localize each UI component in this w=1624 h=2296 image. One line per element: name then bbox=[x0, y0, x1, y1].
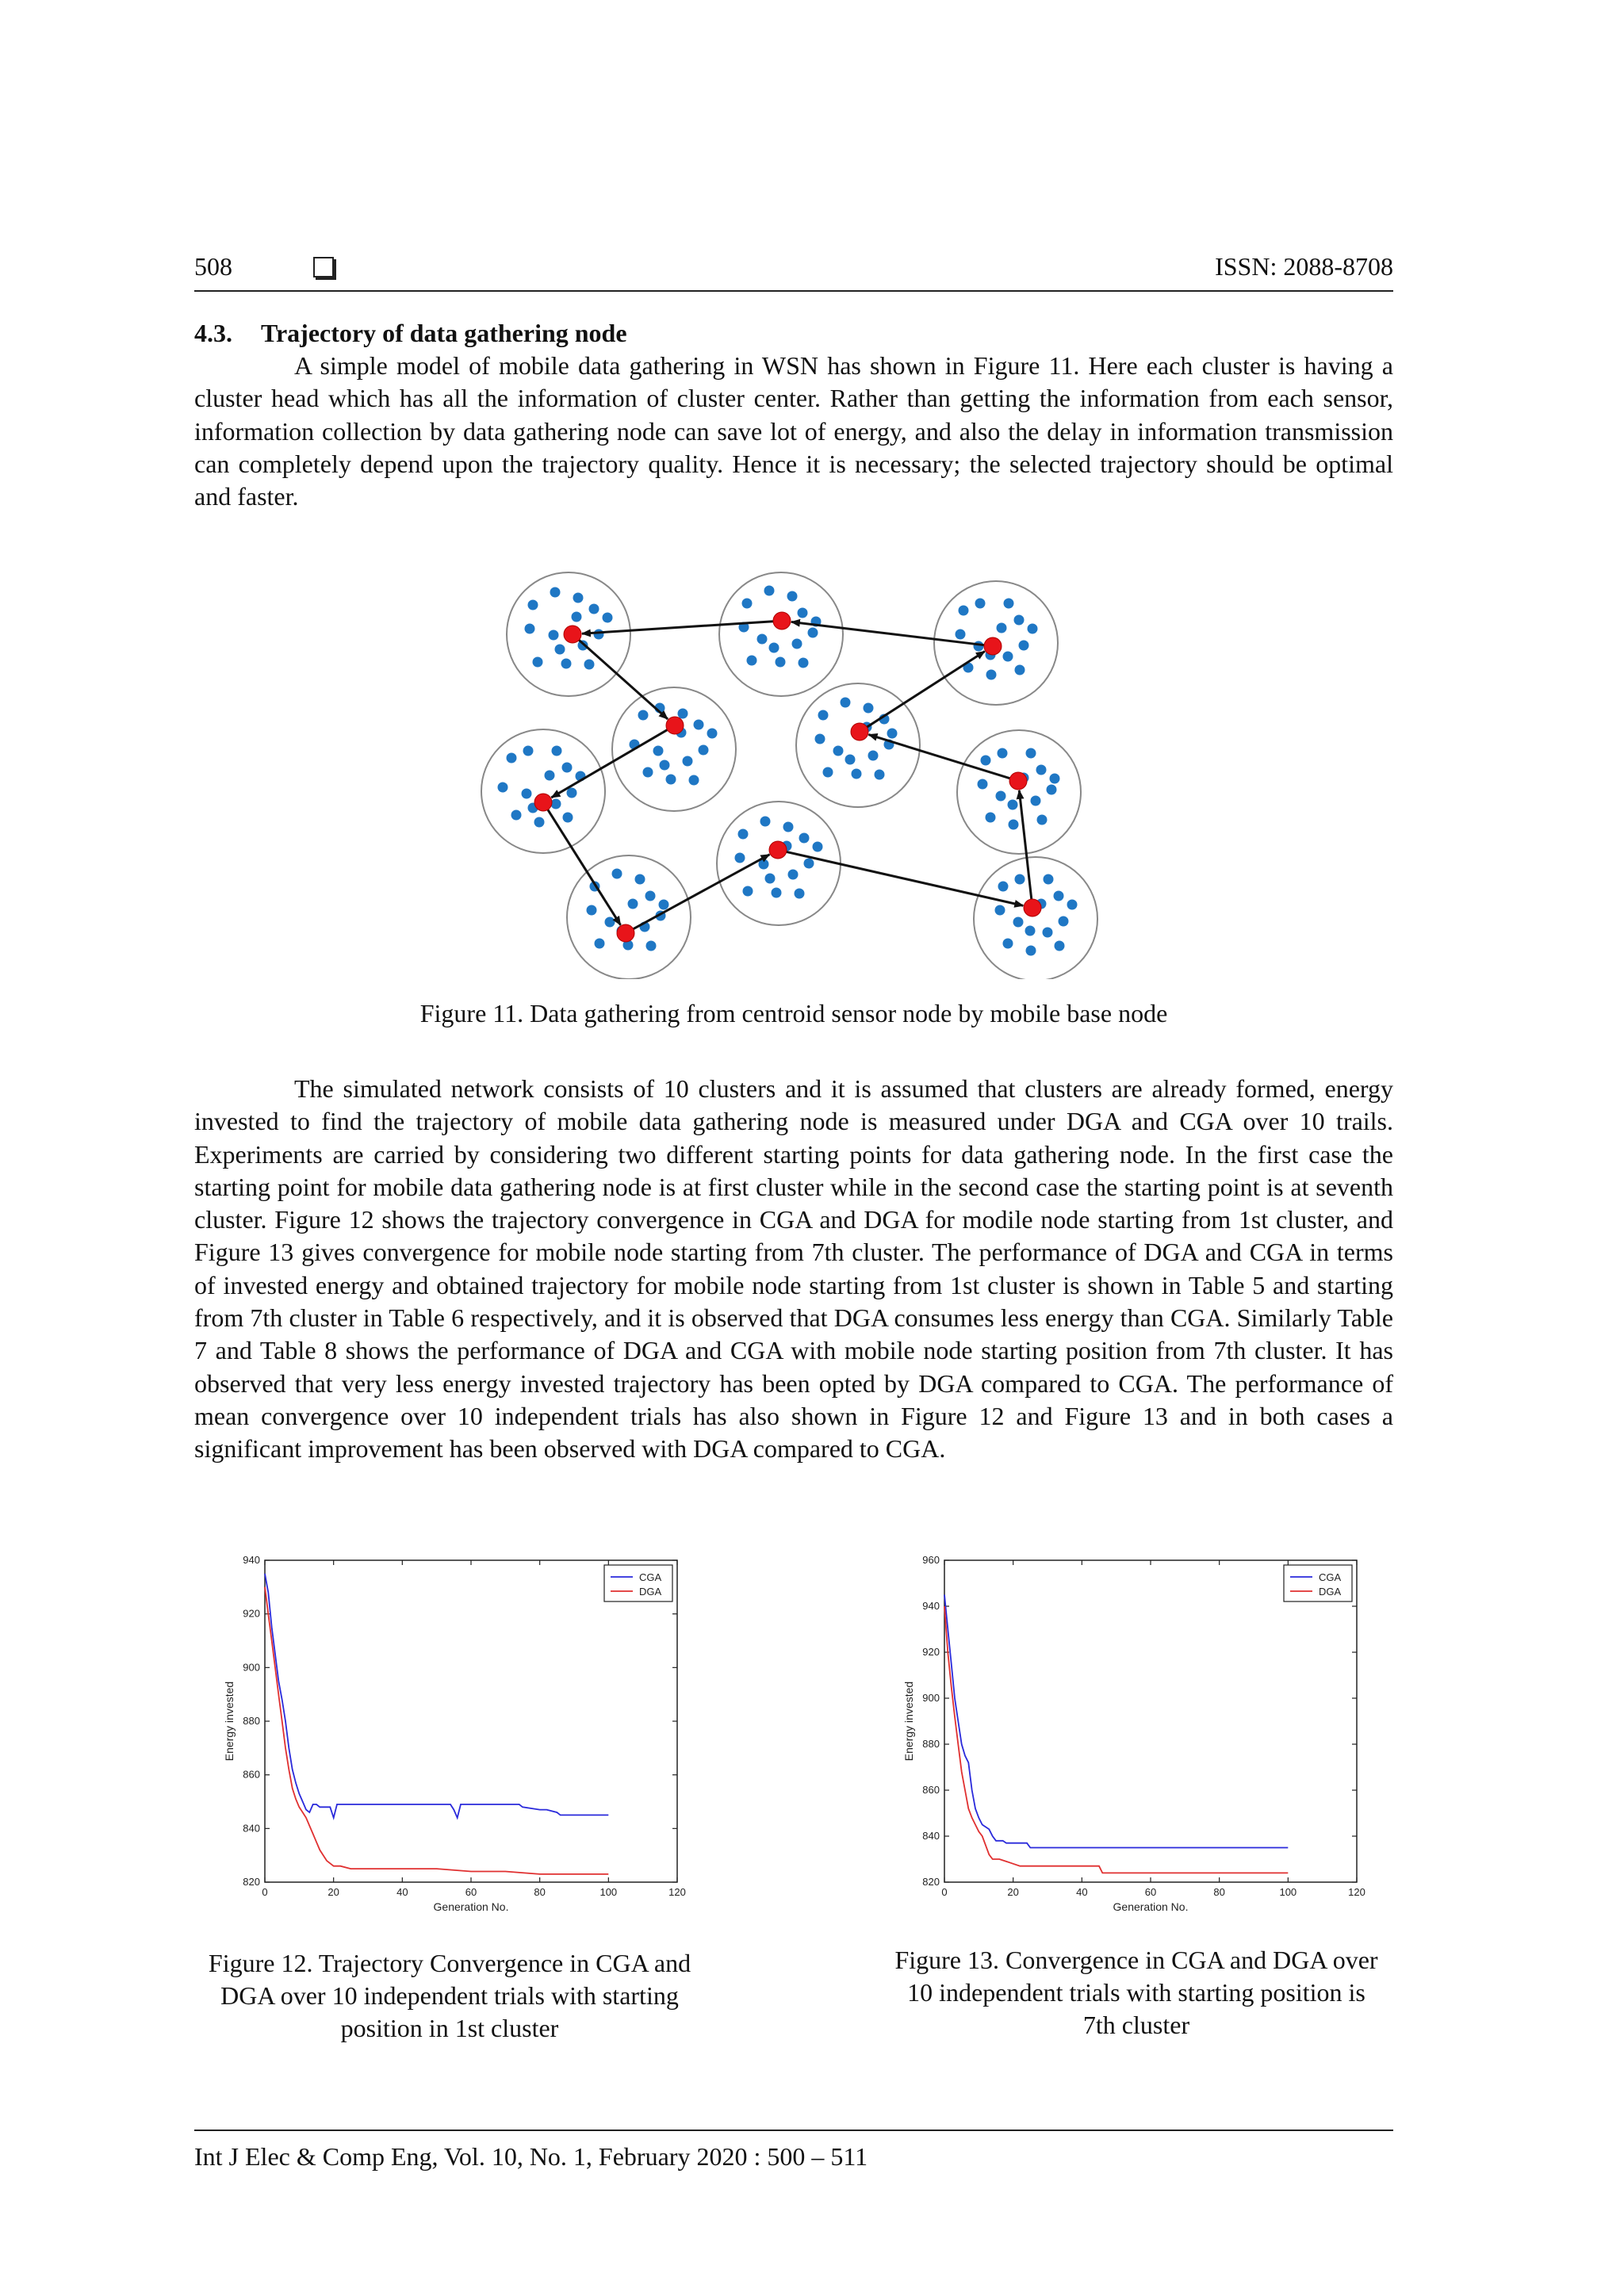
cluster-head-node bbox=[773, 612, 791, 629]
sensor-node bbox=[1043, 928, 1053, 938]
sensor-node bbox=[852, 769, 862, 779]
sensor-node bbox=[798, 608, 808, 618]
x-tick-label: 40 bbox=[396, 1886, 408, 1898]
y-tick-label: 860 bbox=[243, 1768, 260, 1781]
sensor-node bbox=[772, 888, 782, 898]
sensor-node bbox=[998, 748, 1008, 759]
sensor-node bbox=[815, 734, 825, 744]
sensor-node bbox=[1036, 765, 1047, 775]
sensor-node bbox=[986, 670, 997, 680]
sensor-node bbox=[1055, 941, 1065, 951]
y-tick-label: 840 bbox=[922, 1830, 940, 1842]
sensor-node bbox=[605, 917, 615, 928]
sensor-node bbox=[998, 882, 1009, 892]
sensor-node bbox=[875, 770, 885, 780]
sensor-node bbox=[643, 767, 653, 778]
sensor-node bbox=[525, 624, 535, 634]
sensor-node bbox=[573, 593, 584, 603]
sensor-node bbox=[666, 775, 676, 785]
x-tick-label: 100 bbox=[599, 1886, 618, 1898]
sensor-node bbox=[498, 783, 508, 793]
sensor-node bbox=[813, 842, 823, 852]
sensor-node bbox=[563, 813, 573, 823]
sensor-node bbox=[1050, 774, 1060, 784]
plot-area bbox=[944, 1560, 1357, 1882]
sensor-node bbox=[757, 634, 768, 645]
sensor-node bbox=[1003, 939, 1013, 949]
sensor-node bbox=[1031, 796, 1041, 806]
sensor-node bbox=[507, 753, 517, 763]
sensor-node bbox=[799, 833, 810, 844]
sensor-node bbox=[823, 767, 833, 778]
sensor-node bbox=[799, 658, 809, 668]
sensor-node bbox=[659, 900, 669, 910]
figure-11-caption: Figure 11. Data gathering from centroid sensor node by mobile base node bbox=[419, 999, 1168, 1027]
sensor-node bbox=[1026, 748, 1036, 759]
page-footer: Int J Elec & Comp Eng, Vol. 10, No. 1, February 2020 : 500 – 511 bbox=[194, 2130, 1393, 2172]
cluster-head-node bbox=[851, 723, 868, 740]
sensor-node bbox=[788, 870, 799, 880]
x-axis-label: Generation No. bbox=[433, 1900, 509, 1913]
sensor-node bbox=[1015, 874, 1025, 885]
sensor-node bbox=[743, 886, 753, 897]
sensor-node bbox=[707, 729, 718, 739]
sensor-node bbox=[808, 628, 818, 638]
cluster-boundary bbox=[567, 855, 691, 979]
cluster-boundary bbox=[717, 802, 841, 925]
sensor-node bbox=[562, 763, 573, 773]
sensor-node bbox=[555, 645, 565, 655]
square-box-icon bbox=[313, 257, 334, 277]
sensor-node bbox=[997, 623, 1007, 633]
y-tick-label: 820 bbox=[243, 1876, 260, 1888]
sensor-node bbox=[1019, 641, 1029, 651]
sensor-node bbox=[552, 746, 562, 756]
sensor-node bbox=[956, 629, 966, 640]
y-axis-label: Energy invested bbox=[223, 1681, 236, 1762]
cluster-head-node bbox=[564, 626, 581, 643]
sensor-node bbox=[584, 660, 595, 670]
sensor-node bbox=[699, 745, 709, 756]
sensor-node bbox=[978, 779, 988, 790]
sensor-node bbox=[1067, 900, 1078, 910]
sensor-node bbox=[747, 656, 757, 666]
sensor-node bbox=[645, 891, 656, 901]
sensor-node bbox=[974, 641, 984, 652]
page-number: 508 bbox=[194, 252, 232, 281]
sensor-node bbox=[660, 760, 670, 771]
paragraph-simulation: The simulated network consists of 10 clusters and it is assumed that clusters are already formed, energy invested to find the trajectory of mobile data gathering node is measured under DGA and CGA over 10 trails. Experiments are carried by considering two different starting points for data gathering node. In the first case the starting point for mobile data gathering node is at first cluster while in the second case the starting point is at seventh cluster. Figure 12 shows the trajectory convergence in CGA and DGA for modile node starting from 1st cluster, and Figure 13 gives convergence for mobile node starting from 7th cluster. The performance of DGA and CGA in terms of invested energy and obtained trajectory for mobile node starting from 1st cluster is shown in Table 5 and starting from 7th cluster in Table 6 respectively, and it is observed that DGA consumes less energy than CGA. Similarly Table 7 and Table 8 shows the performance of DGA and CGA with mobile node starting position from 7th cluster. It has observed that very less energy invested trajectory has been opted by DGA compared to CGA. The performance of mean convergence over 10 independent trials has also shown in Figure 12 and Figure 13 and in both cases a significant improvement has been observed with DGA compared to CGA. bbox=[194, 1074, 1393, 1464]
sensor-node bbox=[528, 600, 538, 610]
sensor-node bbox=[683, 756, 693, 767]
sensor-node bbox=[1003, 652, 1013, 662]
sensor-node bbox=[959, 606, 969, 616]
x-tick-label: 60 bbox=[1144, 1886, 1157, 1898]
legend-box bbox=[604, 1565, 672, 1601]
sensor-node bbox=[550, 587, 561, 598]
sensor-node bbox=[738, 829, 749, 840]
figure-11-diagram bbox=[476, 567, 1102, 979]
sensor-node bbox=[1028, 624, 1038, 634]
sensor-node bbox=[765, 874, 776, 884]
sensor-node bbox=[783, 822, 794, 832]
sensor-node bbox=[764, 586, 775, 596]
sensor-node bbox=[1044, 874, 1054, 885]
sensor-node bbox=[833, 746, 844, 756]
x-tick-label: 0 bbox=[941, 1886, 948, 1898]
sensor-node bbox=[561, 659, 572, 669]
sensor-node bbox=[986, 813, 996, 823]
cluster-head-node bbox=[666, 717, 684, 734]
x-tick-label: 20 bbox=[327, 1886, 339, 1898]
sensor-node bbox=[975, 599, 986, 609]
sensor-node bbox=[587, 905, 597, 916]
sensor-node bbox=[735, 853, 745, 863]
sensor-node bbox=[1015, 665, 1025, 675]
sensor-node bbox=[887, 729, 898, 739]
legend-label: DGA bbox=[639, 1586, 662, 1598]
sensor-node bbox=[804, 859, 814, 869]
y-tick-label: 920 bbox=[243, 1607, 260, 1620]
y-tick-label: 840 bbox=[243, 1822, 260, 1835]
sensor-node bbox=[996, 791, 1006, 802]
x-tick-label: 120 bbox=[668, 1886, 686, 1898]
sensor-node bbox=[612, 869, 622, 879]
figure-13-caption: Figure 13. Convergence in CGA and DGA over 10 independent trials with starting position is 7th cluster bbox=[894, 1946, 1378, 2039]
legend-label: CGA bbox=[1319, 1571, 1342, 1583]
figure-12-chart bbox=[214, 1546, 698, 1919]
sensor-node bbox=[522, 789, 532, 799]
sensor-node bbox=[638, 710, 649, 721]
sensor-node bbox=[1004, 599, 1014, 609]
sensor-node bbox=[511, 810, 522, 821]
sensor-node bbox=[776, 657, 786, 668]
sensor-node bbox=[534, 817, 545, 828]
sensor-node bbox=[551, 799, 561, 809]
sensor-node bbox=[1014, 615, 1025, 626]
cluster-head-node bbox=[617, 924, 634, 942]
cluster-head-node bbox=[769, 841, 787, 859]
issn: ISSN: 2088-8708 bbox=[1215, 252, 1393, 281]
y-tick-label: 900 bbox=[243, 1661, 260, 1674]
sensor-node bbox=[694, 720, 704, 730]
x-tick-label: 120 bbox=[1348, 1886, 1365, 1898]
sensor-node bbox=[1008, 800, 1018, 810]
sensor-node bbox=[1026, 946, 1036, 956]
sensor-node bbox=[845, 755, 856, 765]
cluster-head-node bbox=[1024, 899, 1041, 916]
sensor-node bbox=[818, 710, 829, 721]
sensor-node bbox=[628, 899, 638, 909]
x-tick-label: 40 bbox=[1076, 1886, 1088, 1898]
page-header bbox=[194, 252, 1393, 292]
y-tick-label: 940 bbox=[922, 1600, 940, 1612]
sensor-node bbox=[646, 941, 657, 951]
sensor-node bbox=[1054, 891, 1064, 901]
legend-label: DGA bbox=[1319, 1586, 1342, 1598]
sensor-node bbox=[533, 657, 543, 668]
sensor-node bbox=[868, 751, 879, 761]
sensor-node bbox=[864, 703, 874, 714]
x-tick-label: 60 bbox=[465, 1886, 477, 1898]
plot-area bbox=[265, 1560, 677, 1882]
sensor-node bbox=[567, 788, 577, 798]
x-axis-label: Generation No. bbox=[1113, 1900, 1189, 1913]
cluster-head-node bbox=[534, 794, 552, 811]
sensor-node bbox=[841, 698, 851, 708]
section-heading bbox=[194, 319, 627, 348]
sensor-node bbox=[689, 775, 699, 786]
y-tick-label: 960 bbox=[922, 1554, 940, 1566]
sensor-node bbox=[1037, 815, 1048, 825]
sensor-node bbox=[594, 629, 604, 640]
x-tick-label: 80 bbox=[1213, 1886, 1225, 1898]
x-tick-label: 0 bbox=[262, 1886, 268, 1898]
figure-12-caption: Figure 12. Trajectory Convergence in CGA and DGA over 10 independent trials with starting position in 1st cluster bbox=[208, 1949, 691, 2042]
sensor-node bbox=[523, 746, 534, 756]
figure-13-chart bbox=[894, 1546, 1377, 1919]
section-number: 4.3. bbox=[194, 319, 232, 347]
y-axis-label: Energy invested bbox=[902, 1681, 915, 1762]
sensor-node bbox=[981, 756, 991, 766]
y-tick-label: 900 bbox=[922, 1692, 940, 1704]
sensor-node bbox=[545, 771, 555, 781]
x-tick-label: 100 bbox=[1279, 1886, 1297, 1898]
cluster-head-node bbox=[1009, 772, 1027, 790]
cluster-boundary bbox=[974, 857, 1097, 979]
y-tick-label: 820 bbox=[922, 1876, 940, 1888]
legend-box bbox=[1284, 1565, 1352, 1601]
sensor-node bbox=[769, 643, 779, 653]
x-tick-label: 80 bbox=[534, 1886, 546, 1898]
sensor-node bbox=[787, 591, 798, 602]
y-tick-label: 920 bbox=[922, 1646, 940, 1658]
y-tick-label: 940 bbox=[243, 1554, 260, 1566]
sensor-node bbox=[1047, 785, 1057, 795]
sensor-node bbox=[795, 889, 805, 899]
sensor-node bbox=[595, 939, 605, 949]
section-title: Trajectory of data gathering node bbox=[261, 319, 627, 347]
cluster-boundary bbox=[719, 572, 843, 696]
y-tick-label: 860 bbox=[922, 1784, 940, 1796]
sensor-node bbox=[589, 604, 599, 614]
sensor-node bbox=[653, 746, 664, 756]
sensor-node bbox=[792, 639, 802, 649]
sensor-node bbox=[549, 630, 559, 641]
sensor-node bbox=[995, 905, 1005, 916]
legend-label: CGA bbox=[639, 1571, 662, 1583]
sensor-node bbox=[1013, 917, 1024, 928]
paragraph-intro: A simple model of mobile data gathering in WSN has shown in Figure 11. Here each cluster is having a cluster head which has all the information of cluster center. Rather than getting the information from each sensor, information collection by data gathering node can save lot of energy, and also the delay in information transmission can completely depend upon the trajectory quality. Hence it is necessary; the selected trajectory should be optimal and faster. bbox=[194, 351, 1393, 511]
y-tick-label: 880 bbox=[922, 1738, 940, 1750]
sensor-node bbox=[572, 612, 582, 622]
sensor-node bbox=[1025, 926, 1036, 936]
sensor-node bbox=[760, 817, 771, 827]
x-tick-label: 20 bbox=[1007, 1886, 1019, 1898]
sensor-node bbox=[678, 709, 688, 719]
sensor-node bbox=[635, 874, 645, 885]
sensor-node bbox=[603, 613, 613, 623]
y-tick-label: 880 bbox=[243, 1715, 260, 1727]
cluster-head-node bbox=[984, 637, 1002, 655]
sensor-node bbox=[742, 599, 753, 609]
sensor-node bbox=[1059, 916, 1069, 927]
cluster-boundary bbox=[612, 687, 736, 811]
sensor-node bbox=[1009, 820, 1019, 830]
